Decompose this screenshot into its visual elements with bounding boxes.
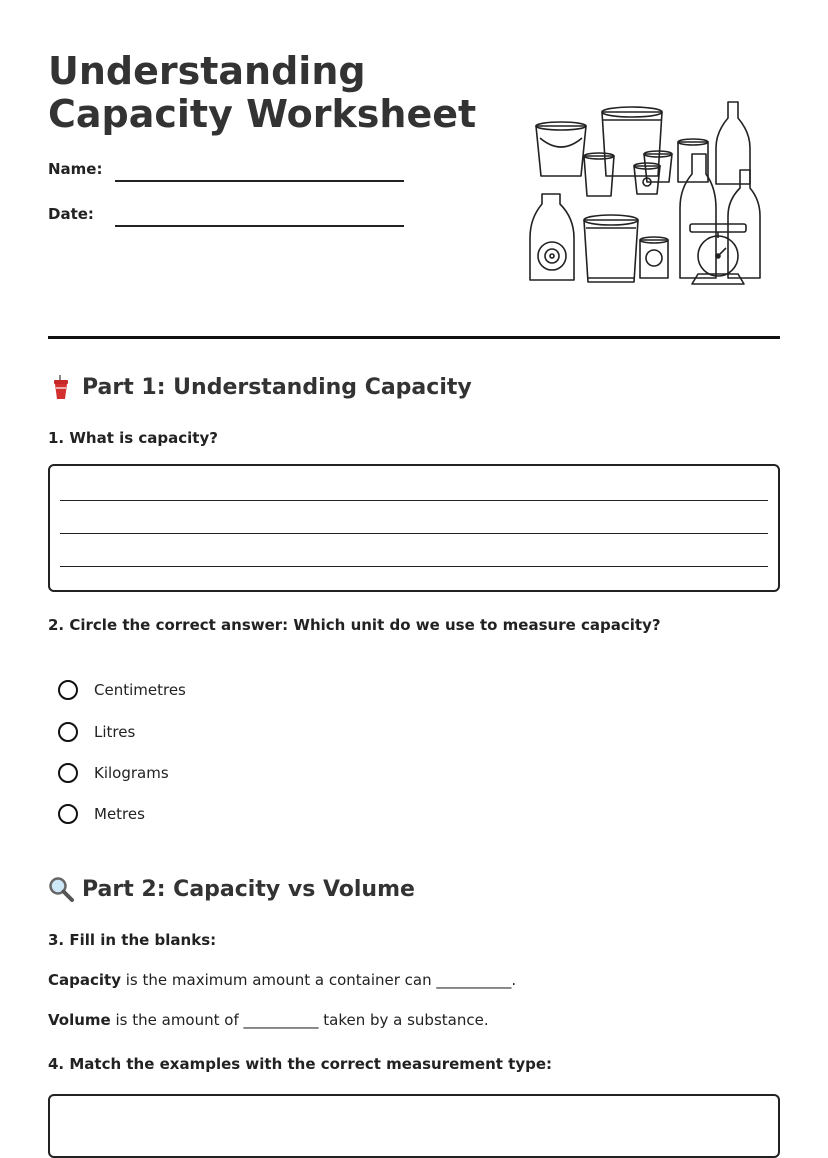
volume-sentence [48, 1011, 489, 1029]
capacity-rest[interactable]: is the maximum amount a container can __________. [120, 971, 517, 989]
answer-line [60, 533, 768, 534]
part1-title: Part 1: Understanding Capacity [82, 374, 472, 400]
volume-rest[interactable]: is the amount of __________ taken by a substance. [110, 1011, 489, 1029]
option-label: Centimetres [94, 681, 186, 699]
page-title: Understanding Capacity Worksheet [48, 49, 477, 136]
option-label: Kilograms [94, 764, 169, 782]
question-1: 1. What is capacity? [48, 429, 218, 447]
radio-circle[interactable] [58, 722, 78, 742]
name-field[interactable] [115, 180, 404, 182]
magnifier-icon [48, 876, 74, 902]
option-label: Metres [94, 805, 145, 823]
name-label: Name: [48, 160, 103, 178]
date-label: Date: [48, 205, 94, 223]
option-litres[interactable] [58, 722, 135, 742]
date-field[interactable] [115, 225, 404, 227]
answer-line [60, 500, 768, 501]
cup-icon [48, 374, 74, 400]
capacity-term: Capacity [48, 971, 121, 989]
radio-circle[interactable] [58, 763, 78, 783]
radio-circle[interactable] [58, 804, 78, 824]
answer-line [60, 566, 768, 567]
header-divider [48, 336, 780, 339]
question-4: 4. Match the examples with the correct measurement type: [48, 1055, 553, 1073]
question-2: 2. Circle the correct answer: Which unit do we use to measure capacity? [48, 616, 661, 634]
capacity-sentence [48, 971, 516, 989]
question-1-answer-box[interactable] [48, 464, 780, 592]
option-kilograms[interactable] [58, 763, 169, 783]
option-metres[interactable] [58, 804, 145, 824]
radio-circle[interactable] [58, 680, 78, 700]
volume-term: Volume [48, 1011, 111, 1029]
part1-heading [48, 374, 472, 400]
option-label: Litres [94, 723, 136, 741]
option-centimetres[interactable] [58, 680, 186, 700]
part2-title: Part 2: Capacity vs Volume [82, 876, 415, 902]
matching-box[interactable] [48, 1094, 780, 1158]
part2-heading [48, 876, 415, 902]
containers-illustration [526, 98, 766, 288]
question-3: 3. Fill in the blanks: [48, 931, 217, 949]
